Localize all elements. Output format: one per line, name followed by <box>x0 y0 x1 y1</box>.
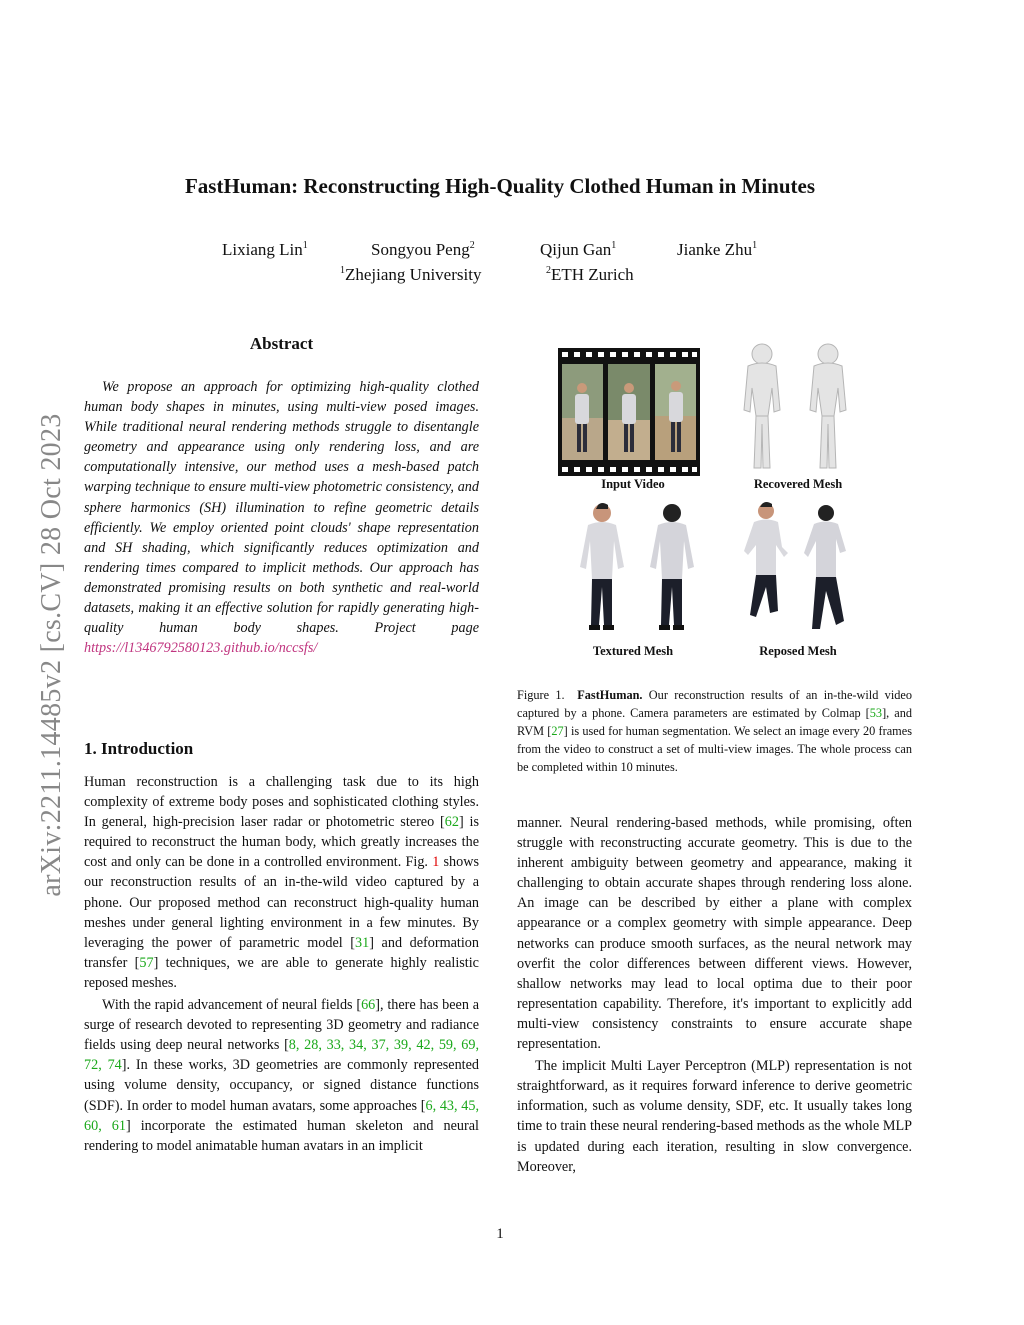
citation-link[interactable]: 27 <box>551 724 564 738</box>
citation-link[interactable]: 31 <box>355 934 370 951</box>
intro-paragraph-2: With the rapid advancement of neural fields [66], there has been a surge of research devoted to representing 3D geometry and radiance fields using deep neural networks [8, 28, 33, 34, 37, 39, 42, 59, 69, 72, 74]. In these works, 3D geometries are commonly represented using volume density, occupancy, or signed distance functions (SDF). In order to model human avatars, some approaches [6, 43, 45, 60, 61] incorporate the estimated human skeleton and neural rendering to model animatable human avatars in an implicit <box>84 997 480 1154</box>
affiliation-2: $^2$ETH Zurich <box>546 265 634 284</box>
citation-link[interactable]: 66 <box>361 997 376 1014</box>
paper-title: FastHuman: Reconstructing High-Quality Clothed Human in Minutes <box>184 174 816 198</box>
right-paragraph-1: manner. Neural rendering-based methods, while promising, often struggle with reconstructing accurate geometry. This is due to the inherent ambiguity between geometry and appearance, making it challenging to obtain accurate shapes through rendering loss alone. An image can be described by either a plane with complex appearance or a complex geometry with simple appearance. Deep networks can produce smooth surfaces, as the neural network may overfit the color differences between different views. However, shallow networks may lead to local optima due to their poor representation capability. Therefore, it's important to explicitly add multi-view consistency constraints to ensure accurate shape representation. <box>517 815 912 1053</box>
arxiv-stamp: arXiv:2211.14485v2 [cs.CV] 28 Oct 2023 <box>36 413 67 897</box>
recovered-mesh-label: Recovered Mesh <box>753 477 843 491</box>
input-video-image <box>558 348 700 476</box>
citation-link[interactable]: 8, 28, 33, 34, 37, 39, 42, 59, 69, 72, 74 <box>84 1037 480 1074</box>
page-number: 1 <box>496 1226 504 1242</box>
input-video-label: Input Video <box>601 477 665 491</box>
affiliation-1: $^1$Zhejiang University <box>340 265 482 284</box>
figure-ref-link[interactable]: 1 <box>432 854 440 871</box>
author-1: Lixiang Lin$^1$ <box>222 240 308 259</box>
textured-mesh-image <box>568 497 706 639</box>
reposed-mesh-image <box>742 495 860 639</box>
citation-link[interactable]: 57 <box>139 954 154 971</box>
reposed-mesh-label: Reposed Mesh <box>759 644 837 658</box>
recovered-mesh-image <box>720 340 870 476</box>
abstract-heading: Abstract <box>249 334 314 353</box>
citation-link[interactable]: 53 <box>869 706 883 720</box>
right-column-text <box>517 813 912 1177</box>
figure-1 <box>552 340 872 665</box>
textured-mesh-label: Textured Mesh <box>592 644 674 658</box>
intro-paragraph-1: Human reconstruction is a challenging task due to its high complexity of extreme body poses and sophisticated clothing styles. In general, high-precision laser radar or photometric stereo [62] is required to reconstruct the human body, which greatly increases the cost and only can be done in a controlled environment. Fig. 1 shows our reconstruction results of an in-the-wild video captured by a phone. Our proposed method can reconstruct high-quality human meshes under general lighting environment in a few minutes. By leveraging the power of parametric model [31] and deformation transfer [57] techniques, we are able to generate highly realistic reposed meshes. <box>84 774 479 991</box>
author-3: Qijun Gan$^1$ <box>540 240 617 259</box>
citation-link[interactable]: 6, 43, 45, 60, 61 <box>84 1097 479 1134</box>
citation-link[interactable]: 62 <box>444 814 459 831</box>
figure-1-caption: Figure 1. FastHuman. Our reconstruction results of an in-the-wild video captured by a phone. Camera parameters are estimated by Colmap [53], and RVM [27] is used for human segmentation. We select an image every 20 frames from the video to construct a set of multi-view images. The whole process can be completed within 10 minutes. <box>517 688 912 774</box>
introduction-heading: 1. Introduction <box>84 739 194 758</box>
introduction-text <box>84 772 479 1156</box>
project-page-link[interactable]: https://l1346792580123.github.io/nccsfs/ <box>84 640 318 657</box>
abstract-text: We propose an approach for optimizing high-quality clothed human body shapes in minutes, using multi-view posed images. While traditional neural rendering methods struggle to disentangle geometry and appearance using only rendering loss, and are computationally intensive, our method uses a mesh-based patch warping technique to ensure multi-view photometric consistency, and sphere harmonics (SH) illumination to refine geometric details efficiently. We employ oriented point clouds' shape representation and SH shading, which significantly reduces optimization and rendering times compared to implicit methods. Our approach has demonstrated promising results on both synthetic and real-world datasets, making it an effective solution for rapidly generating high-quality human body shapes. Project page https://l1346792580123.github.io/nccsfs/ <box>84 379 479 657</box>
author-4: Jianke Zhu$^1$ <box>677 240 758 259</box>
author-2: Songyou Peng$^2$ <box>371 240 475 259</box>
right-paragraph-2: The implicit Multi Layer Perceptron (MLP) representation is not straightforward, as it requires forward inference to derive geometric information, such as volume density, SDF, etc. It usually takes long time to train these neural rendering-based methods as the whole MLP is updated during each iteration, resulting in slow convergence. Moreover, <box>517 1058 912 1175</box>
